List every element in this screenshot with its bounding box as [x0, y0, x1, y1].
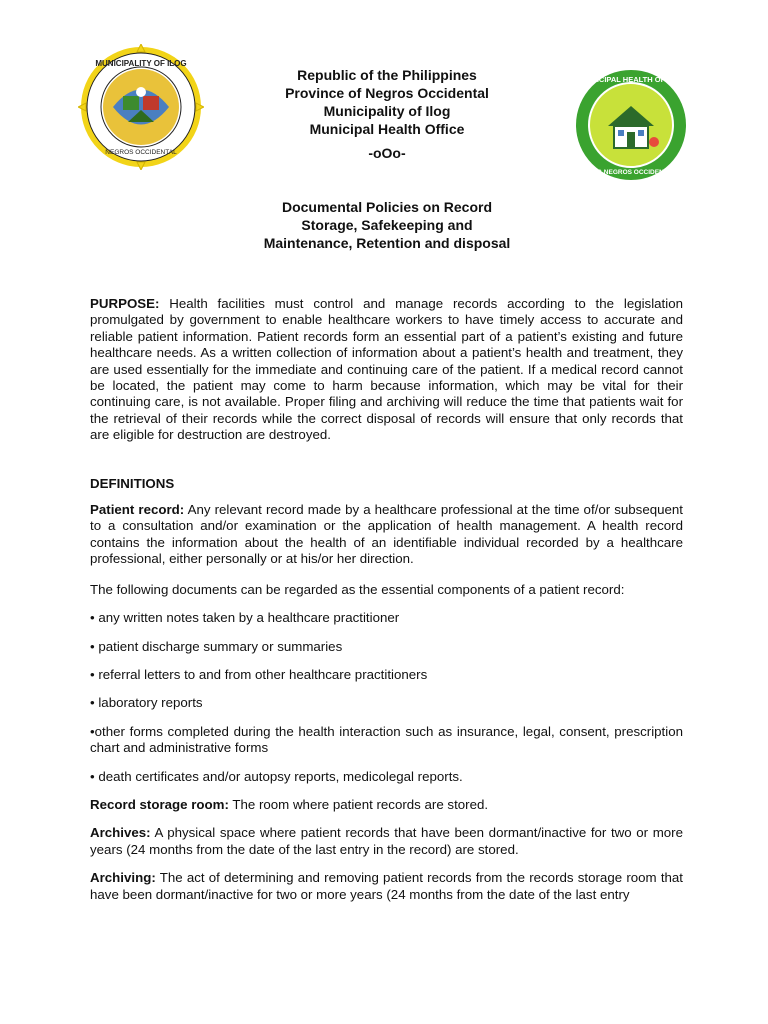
record-storage-room-definition: [90, 797, 683, 813]
letterhead-line-republic: Republic of the Philippines: [297, 67, 477, 83]
bullet-item: • laboratory reports: [90, 695, 203, 711]
components-intro: The following documents can be regarded as the essential components of a patient record:: [90, 581, 625, 597]
letterhead-separator: -oOo-: [368, 145, 406, 161]
archiving-definition: [90, 870, 683, 903]
patient-record-label: Patient record:: [90, 502, 185, 518]
purpose-text: Health facilities must control and manage records according to the legislation promulgated by government to enable healthcare workers to have timely access to accurate and reliable patient information. Patient records form an essential part of a patient’s existing and future healthcare needs. As a written collection of information about a patient’s health and treatment, they are used essentially for the immediate and continuing care of the patient. If a medical record cannot be located, the patient may come to harm because information, which may be vital for their continuing care, is not available. Proper filing and archiving will reduce the time that patients wait for the retrieval of their records while the correct disposal of records will ensure that only records that are eligible for destruction are destroyed.: [90, 296, 683, 443]
svg-text:MUNICIPALITY OF ILOG: MUNICIPALITY OF ILOG: [95, 59, 187, 68]
title-line-1: Documental Policies on Record: [281, 199, 493, 215]
archiving-text: The act of determining and removing patient records from the records storage room that have been dormant/inactive for two or more years (24 months from the date of the last entry: [90, 870, 683, 902]
svg-text:ILOG NEGROS OCCIDENTAL: ILOG NEGROS OCCIDENTAL: [586, 169, 676, 176]
title-line-2: Storage, Safekeeping and: [301, 217, 473, 233]
svg-text:MUNICIPAL HEALTH OFFICE: MUNICIPAL HEALTH OFFICE: [579, 75, 683, 84]
svg-text:NEGROS OCCIDENTAL: NEGROS OCCIDENTAL: [105, 149, 177, 156]
record-storage-room-label: Record storage room:: [90, 796, 229, 812]
record-storage-room-text: The room where patient records are stored.: [228, 796, 489, 812]
bullet-item: • referral letters to and from other healthcare practitioners: [90, 666, 428, 682]
health-office-seal-icon: [574, 68, 688, 182]
bullet-item: • death certificates and/or autopsy reports, medicolegal reports.: [90, 768, 463, 784]
patient-record-text: Any relevant record made by a healthcare professional at the time of/or subsequent to a consultation and/or examination or the application of health management. A health record contains the information about the health of an identifiable individual recorded by a healthcare professional, either personally or at his/or her direction.: [90, 502, 683, 567]
letterhead-line-province: Province of Negros Occidental: [285, 85, 489, 101]
definitions-heading: DEFINITIONS: [90, 475, 175, 491]
document-body: [90, 296, 683, 915]
purpose-paragraph: [90, 296, 683, 444]
document-title: [200, 198, 574, 252]
letterhead: [200, 66, 574, 162]
municipal-seal-icon: [78, 44, 204, 170]
bullet-item: • patient discharge summary or summaries: [90, 638, 343, 654]
letterhead-line-municipality: Municipality of Ilog: [323, 103, 451, 119]
title-line-3: Maintenance, Retention and disposal: [263, 235, 511, 251]
patient-record-definition: [90, 502, 683, 568]
archives-label: Archives:: [90, 825, 151, 841]
purpose-label: PURPOSE:: [90, 296, 160, 311]
archiving-label: Archiving:: [90, 870, 156, 886]
archives-definition: [90, 825, 683, 858]
archives-text: A physical space where patient records that have been dormant/inactive for two or more years (24 months from the date of the last entry in the record) are stored.: [90, 825, 683, 857]
bullet-item: •other forms completed during the health interaction such as insurance, legal, consent, prescription chart and administrative forms: [90, 723, 683, 756]
letterhead-line-office: Municipal Health Office: [309, 121, 465, 137]
bullet-item: • any written notes taken by a healthcare practitioner: [90, 610, 400, 626]
